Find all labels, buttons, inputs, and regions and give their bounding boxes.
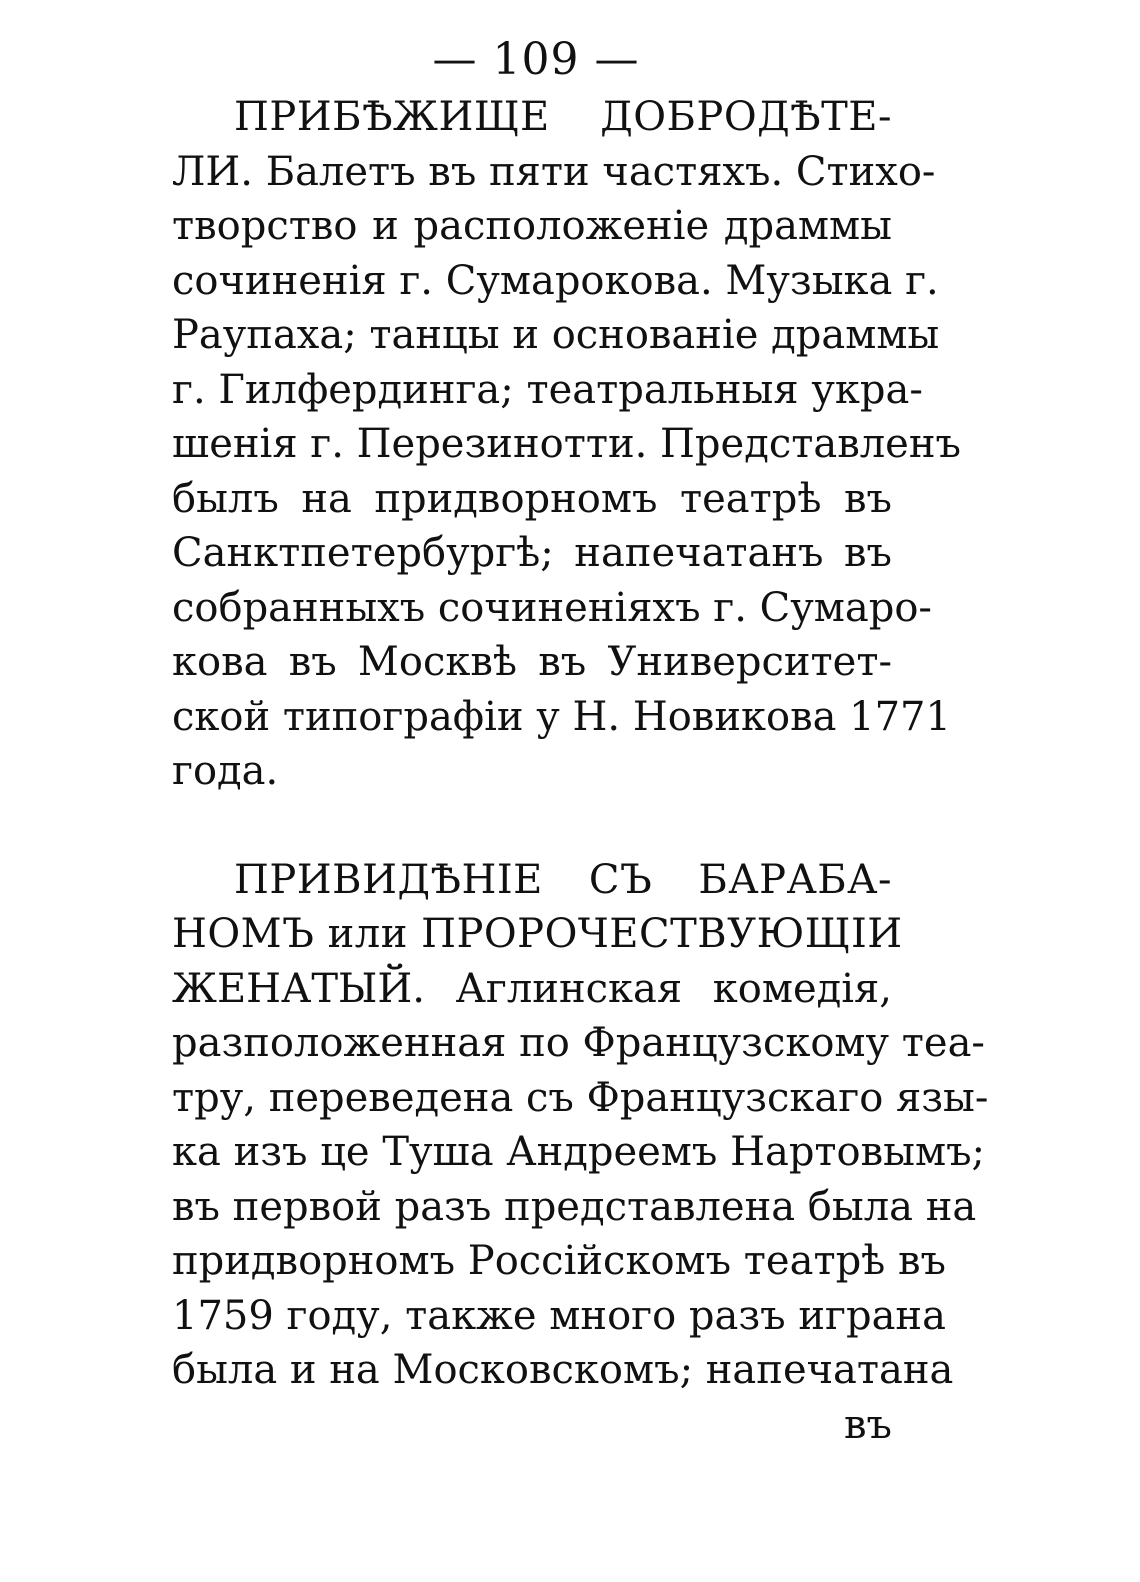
catchword: въ <box>844 1401 892 1448</box>
entry-text-line: разположенная по Французскому теа- <box>172 1020 985 1066</box>
entry-text-line: Санктпетербургѣ; напечатанъ въ <box>172 530 892 576</box>
book-page <box>172 30 989 1452</box>
entry-text-line: ка изъ це Туша Андреемъ Нартовымъ; <box>172 1129 986 1175</box>
entry-text-line: кова въ Москвѣ въ Университет- <box>172 639 892 685</box>
entry-prividenie <box>172 853 989 1453</box>
entry-text-line: 1759 году, также много разъ играна <box>172 1292 946 1339</box>
entry-text-line: ЖЕНАТЫЙ. Аглинская комедія, <box>172 965 892 1012</box>
entry-text-line: былъ на придворномъ театрѣ въ <box>172 475 892 522</box>
entry-text-line: въ первой разъ представлена была на <box>172 1183 977 1230</box>
entry-title-line: НОМЪ или ПРОРОЧЕСТВУЮЩІИ <box>172 911 903 957</box>
entry-text-line: ЛИ. Балетъ въ пяти частяхъ. Стихо- <box>172 148 936 195</box>
entry-text-line: творство и расположеніе драммы <box>172 203 892 249</box>
entry-text-line: года. <box>172 748 279 794</box>
entry-text-line: г. Гилфердинга; театральныя укра- <box>172 366 923 413</box>
entry-text-line: ской типографіи у Н. Новикова 1771 <box>172 693 951 740</box>
entry-title-line: ПРИБѢЖИЩЕ ДОБРОДѢТЕ- <box>234 94 892 140</box>
entry-pribezhishche <box>172 90 961 799</box>
entry-text-line: Раупаха; танцы и основаніе драммы <box>172 312 940 358</box>
entry-title-line: ПРИВИДѢНІЕ СЪ БАРАБА- <box>234 856 892 903</box>
entry-text-line: была и на Московскомъ; напечатана <box>172 1347 954 1393</box>
page-number: — 109 — <box>432 34 640 85</box>
entry-text-line: собранныхъ сочиненіяхъ г. Сумаро- <box>172 584 932 631</box>
entry-text-line: придворномъ Россійскомъ театрѣ въ <box>172 1238 946 1284</box>
entry-text-line: шенія г. Перезинотти. Представленъ <box>172 421 961 467</box>
entry-text-line: сочиненія г. Сумарокова. Музыка г. <box>172 257 939 304</box>
entry-text-line: тру, переведена съ Французскаго язы- <box>172 1074 989 1121</box>
